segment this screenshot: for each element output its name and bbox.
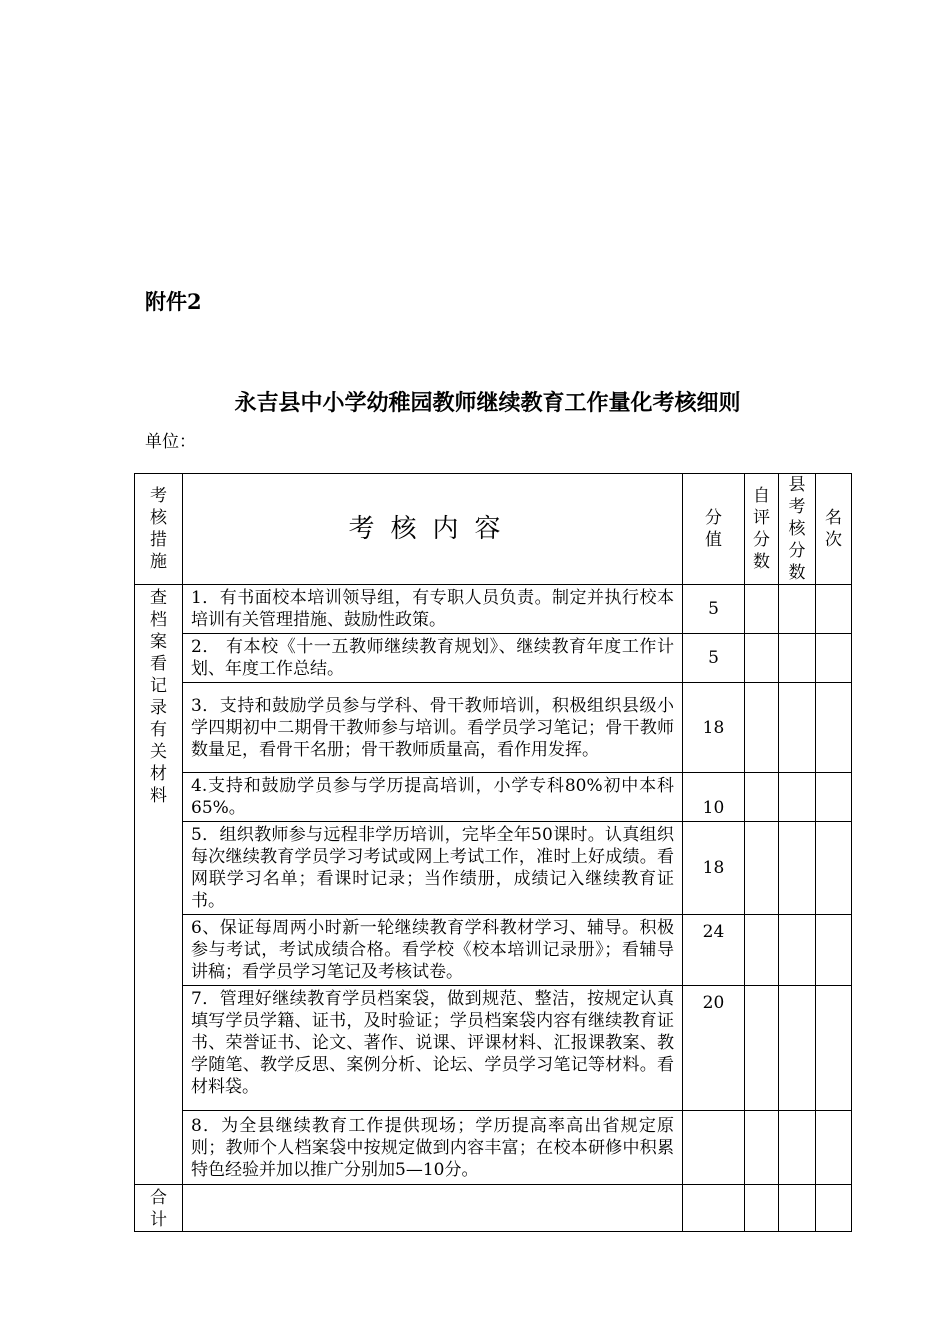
row-text: 5．组织教师参与远程非学历培训，完毕全年50课时。认真组织每次继续教育学员学习考试或网上考试工作，准时上好成绩。看网联学习名单；看课时记录；当作绩册，成绩记入继续教育证书。 [183,822,683,915]
side-label: 查 档 案 看 记 录 有 关 材 料 [135,585,183,1185]
header-self-score: 自 评 分 数 [745,474,779,585]
total-self-score-cell [745,1185,779,1232]
table-row [135,683,852,773]
row-score: 24 [683,915,745,986]
attachment-label: 附件2 [145,289,202,314]
self-score-cell [745,773,779,822]
row-text: 4.支持和鼓励学员参与学历提高培训，小学专科80%初中本科65%。 [183,773,683,822]
table-row [135,585,852,634]
header-county-score: 县 考 核 分 数 [779,474,816,585]
rank-cell [816,986,852,1111]
total-content-cell [183,1185,683,1232]
total-score-cell [683,1185,745,1232]
row-score: 18 [683,822,745,915]
rank-cell [816,634,852,683]
rank-cell [816,915,852,986]
row-text: 6、保证每周两小时新一轮继续教育学科教材学习、辅导。积极参与考试，考试成绩合格。看学校《校本培训记录册》；看辅导讲稿；看学员学习笔记及考核试卷。 [183,915,683,986]
row-score: 20 [683,986,745,1111]
row-text: 7．管理好继续教育学员档案袋，做到规范、整洁，按规定认真填写学员学籍、证书，及时验证；学员档案袋内容有继续教育证书、荣誉证书、论文、著作、说课、评课材料、汇报课教案、教学随笔、教学反思、案例分析、论坛、学员学习笔记等材料。看材料袋。 [183,986,683,1111]
total-row [135,1185,852,1232]
county-score-cell [779,986,816,1111]
rank-cell [816,822,852,915]
county-score-cell [779,773,816,822]
row-text: 8．为全县继续教育工作提供现场；学历提高率高出省规定原则；教师个人档案袋中按规定做到内容丰富；在校本研修中积累特色经验并加以推广分别加5—10分。 [183,1111,683,1185]
self-score-cell [745,915,779,986]
header-rank: 名 次 [816,474,852,585]
self-score-cell [745,822,779,915]
total-rank-cell [816,1185,852,1232]
county-score-cell [779,915,816,986]
unit-label: 单位： [145,432,196,452]
table-row [135,915,852,986]
header-score: 分 值 [683,474,745,585]
row-text: 3．支持和鼓励学员参与学科、骨干教师培训，积极组织县级小学四期初中二期骨干教师参与培训。看学员学习笔记；骨干教师数量足，看骨干名册；骨干教师质量高，看作用发挥。 [183,683,683,773]
table-row [135,634,852,683]
row-score: 18 [683,683,745,773]
header-measure: 考 核 措 施 [135,474,183,585]
total-label: 合 计 [135,1185,183,1232]
county-score-cell [779,634,816,683]
rank-cell [816,585,852,634]
rank-cell [816,1111,852,1185]
county-score-cell [779,1111,816,1185]
self-score-cell [745,986,779,1111]
row-score [683,1111,745,1185]
row-score: 10 [683,773,745,822]
row-text: 1．有书面校本培训领导组，有专职人员负责。制定并执行校本培训有关管理措施、鼓励性政策。 [183,585,683,634]
self-score-cell [745,1111,779,1185]
table-row [135,986,852,1111]
assessment-table [134,473,852,1232]
rank-cell [816,683,852,773]
total-county-score-cell [779,1185,816,1232]
county-score-cell [779,822,816,915]
self-score-cell [745,634,779,683]
header-content: 考核内容 [183,474,683,585]
county-score-cell [779,585,816,634]
row-score: 5 [683,585,745,634]
table-row [135,822,852,915]
self-score-cell [745,585,779,634]
rank-cell [816,773,852,822]
county-score-cell [779,683,816,773]
header-row [135,474,852,585]
document-title: 永吉县中小学幼稚园教师继续教育工作量化考核细则 [234,390,741,416]
row-score: 5 [683,634,745,683]
self-score-cell [745,683,779,773]
table-row [135,1111,852,1185]
row-text: 2． 有本校《十一五教师继续教育规划》、继续教育年度工作计划、年度工作总结。 [183,634,683,683]
table-row [135,773,852,822]
